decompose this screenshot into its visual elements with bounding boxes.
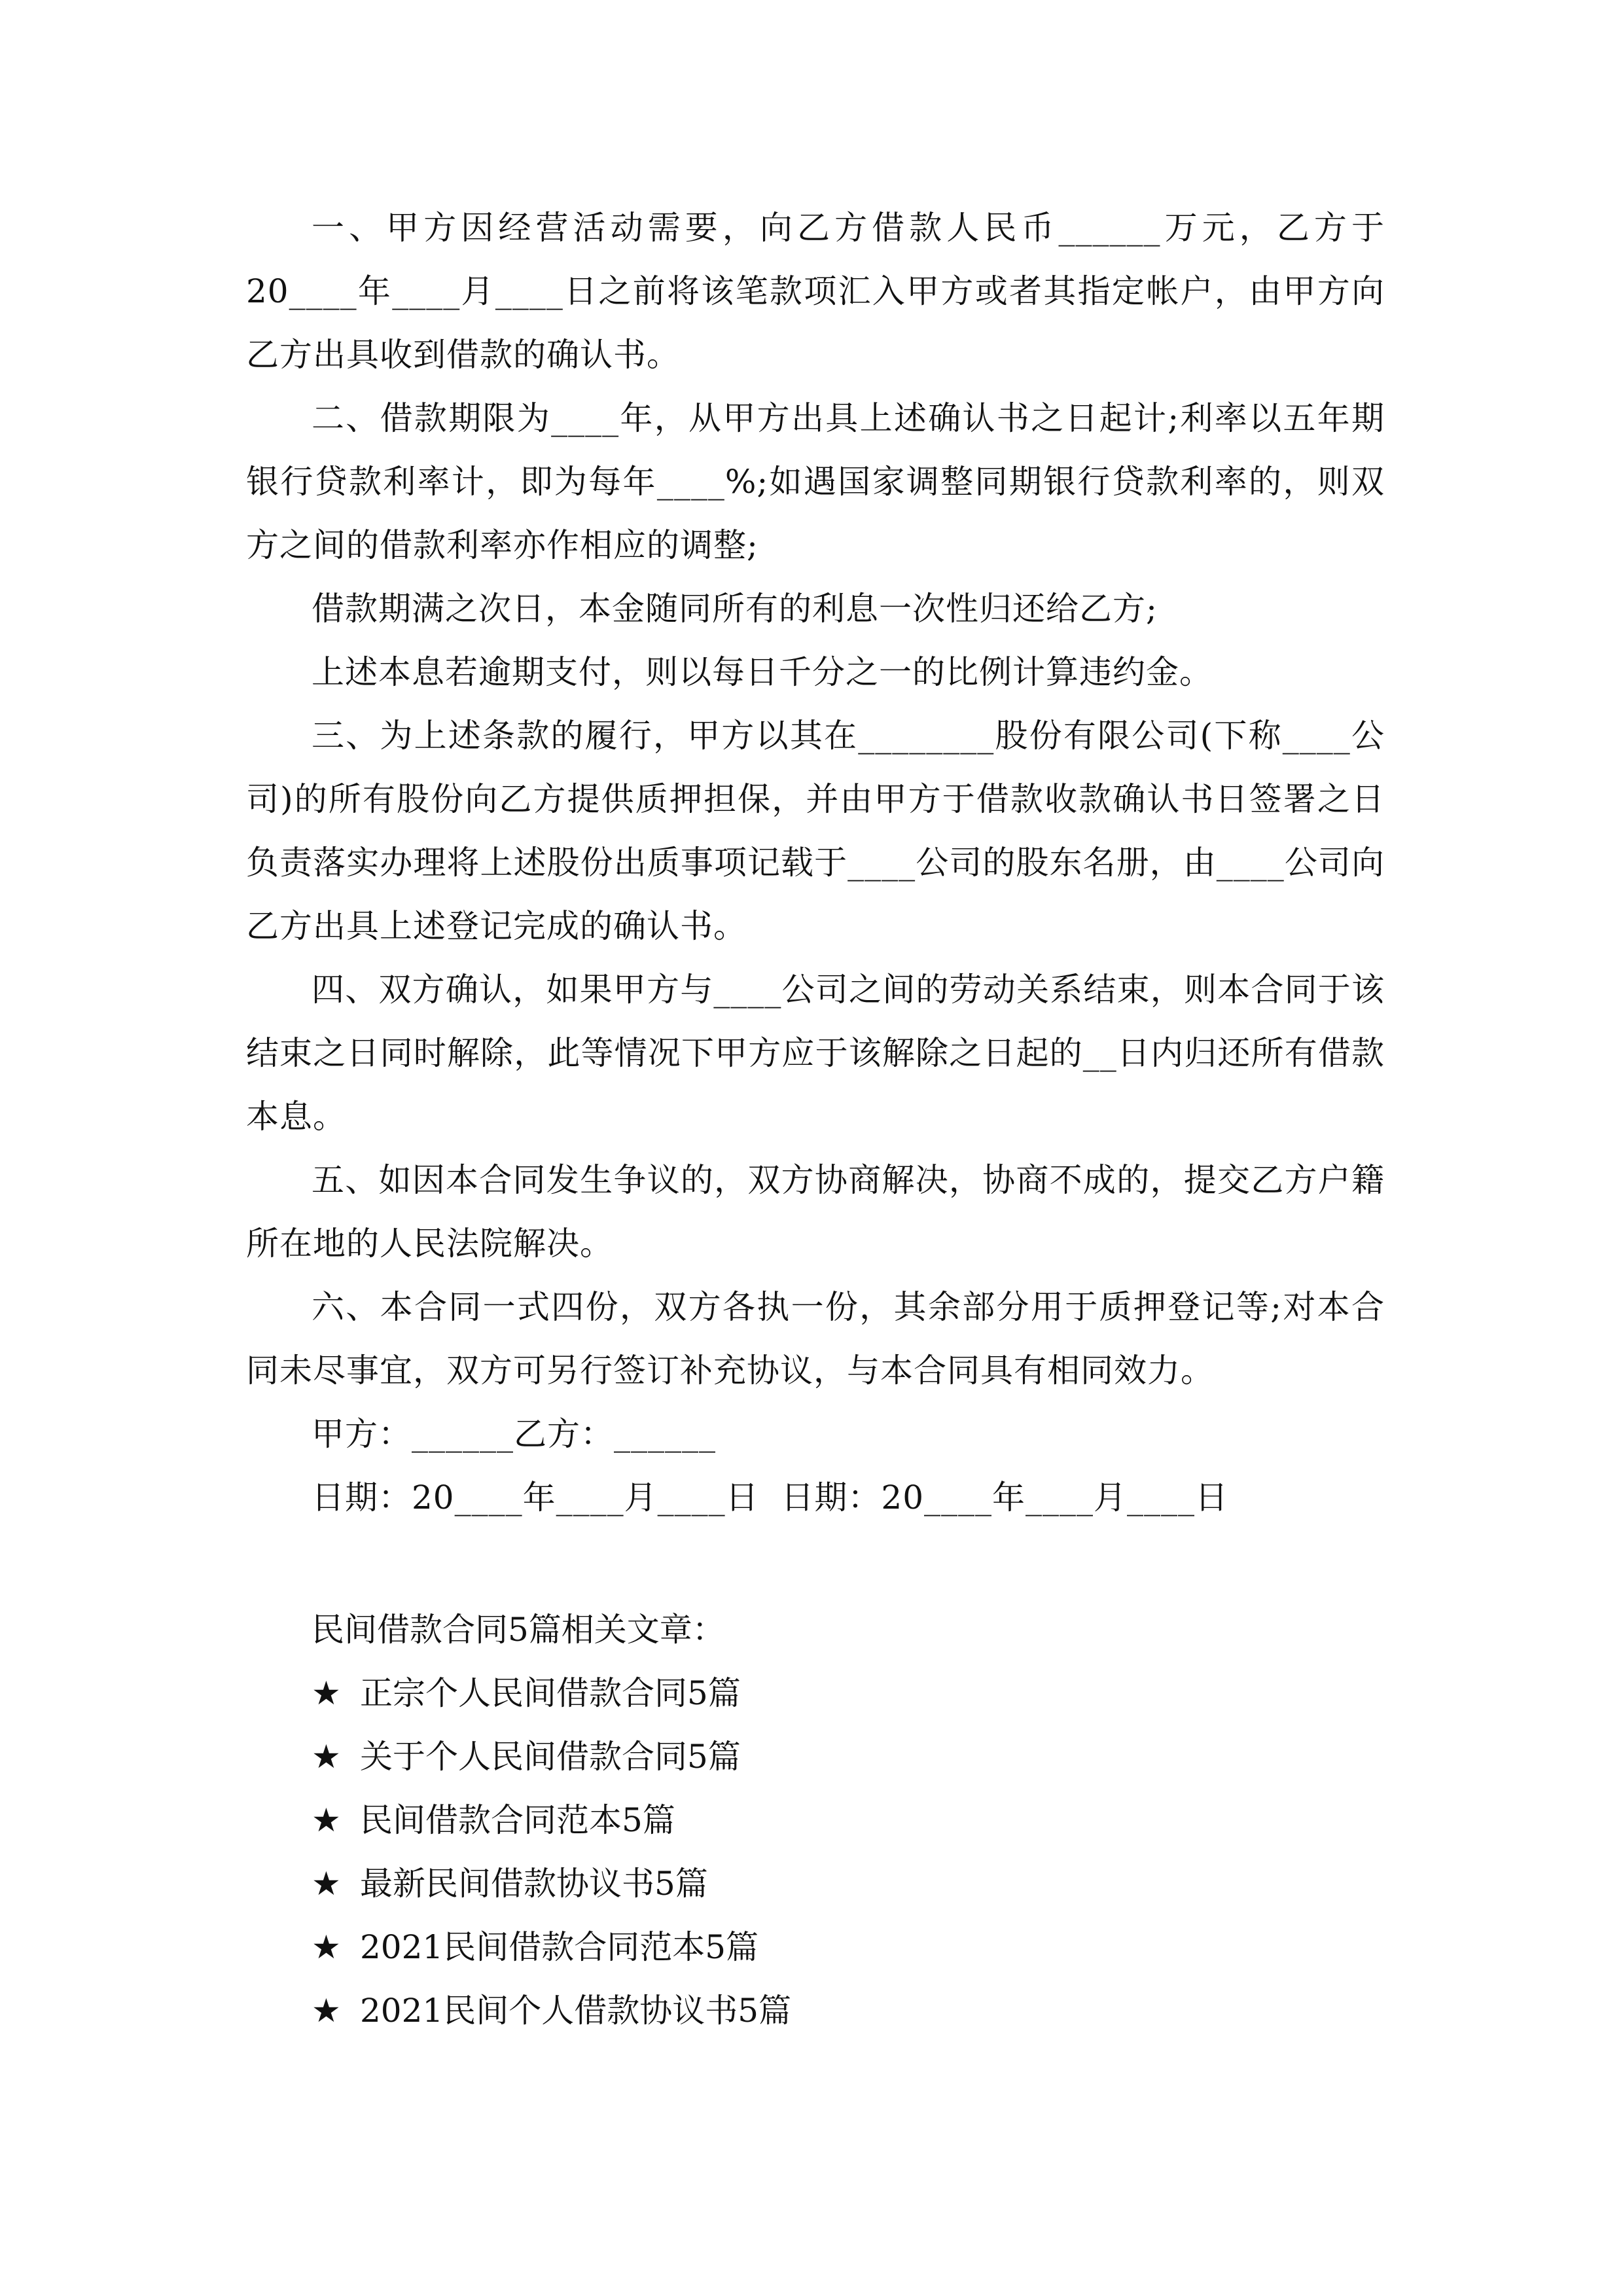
related-article-item[interactable] <box>312 1852 1359 1916</box>
star-icon: ★ <box>312 1992 341 2030</box>
related-article-item[interactable] <box>312 1789 1359 1852</box>
star-icon: ★ <box>312 1801 341 1839</box>
related-article-link[interactable]: 最新民间借款协议书5篇 <box>360 1865 708 1903</box>
related-article-item[interactable] <box>312 1662 1359 1725</box>
related-article-item[interactable] <box>312 1979 1359 2043</box>
contract-clause-6: 六、本合同一式四份，双方各执一份，其余部分用于质押登记等;对本合同未尽事宜，双方可另行签订补充协议，与本合同具有相同效力。 <box>246 1288 1385 1390</box>
date-line: 日期：20____年____月____日 日期：20____年____月____日 <box>312 1479 1229 1516</box>
signature-line: 甲方：______乙方：______ <box>312 1415 716 1453</box>
contract-clause-2-repayment: 借款期满之次日，本金随同所有的利息一次性归还给乙方; <box>312 590 1158 628</box>
contract-clause-3: 三、为上述条款的履行，甲方以其在________股份有限公司(下称____公司)的所有股份向乙方提供质押担保，并由甲方于借款收款确认书日签署之日负责落实办理将上述股份出质事项记载于____公司的股东名册，由____公司向乙方出具上述登记完成的确认书。 <box>246 717 1385 945</box>
related-articles-title: 民间借款合同5篇相关文章： <box>312 1611 725 1649</box>
related-article-item[interactable] <box>312 1725 1359 1789</box>
related-article-item[interactable] <box>312 1916 1359 1979</box>
star-icon: ★ <box>312 1738 341 1776</box>
contract-body <box>246 196 1385 1530</box>
contract-clause-4: 四、双方确认，如果甲方与____公司之间的劳动关系结束，则本合同于该结束之日同时解除，此等情况下甲方应于该解除之日起的__日内归还所有借款本息。 <box>246 971 1385 1136</box>
contract-clause-1: 一、甲方因经营活动需要，向乙方借款人民币______万元，乙方于20____年____月____日之前将该笔款项汇入甲方或者其指定帐户，由甲方向乙方出具收到借款的确认书。 <box>246 209 1385 374</box>
related-article-link[interactable]: 民间借款合同范本5篇 <box>360 1801 675 1839</box>
star-icon: ★ <box>312 1674 341 1712</box>
related-article-link[interactable]: 2021民间借款合同范本5篇 <box>360 1928 759 1966</box>
related-articles-list <box>312 1662 1359 2043</box>
contract-clause-2-penalty: 上述本息若逾期支付，则以每日千分之一的比例计算违约金。 <box>312 653 1213 691</box>
related-article-link[interactable]: 2021民间个人借款协议书5篇 <box>360 1992 792 2030</box>
contract-clause-5: 五、如因本合同发生争议的，双方协商解决，协商不成的，提交乙方户籍所在地的人民法院解决。 <box>246 1161 1385 1263</box>
related-article-link[interactable]: 关于个人民间借款合同5篇 <box>360 1738 741 1776</box>
related-articles <box>312 1598 1359 2043</box>
star-icon: ★ <box>312 1865 341 1903</box>
star-icon: ★ <box>312 1928 341 1966</box>
contract-clause-2: 二、借款期限为____年，从甲方出具上述确认书之日起计;利率以五年期银行贷款利率计，即为每年____%;如遇国家调整同期银行贷款利率的，则双方之间的借款利率亦作相应的调整; <box>246 399 1385 564</box>
related-article-link[interactable]: 正宗个人民间借款合同5篇 <box>360 1674 741 1712</box>
